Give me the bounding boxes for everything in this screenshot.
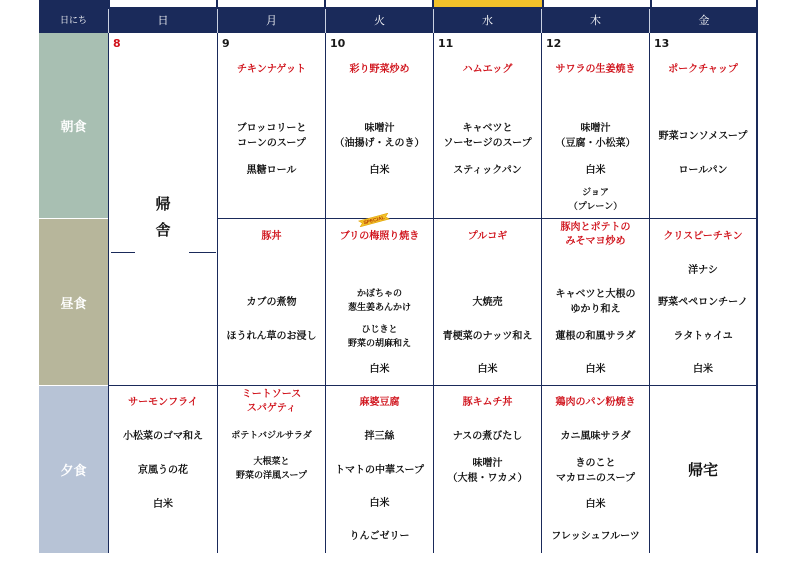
top-strip-gap <box>652 0 756 7</box>
side-dish: 京風うの花 <box>138 465 188 476</box>
main-dish: ミートソース スパゲティ <box>241 389 302 414</box>
side-dish: 拌三絲 <box>364 431 395 442</box>
side-dish: キャベツと大根の ゆかり和え <box>555 289 636 315</box>
date-thu: 12 <box>546 37 562 50</box>
side-dish: 白米 <box>369 165 390 176</box>
return-char-1: 帰 <box>155 195 171 213</box>
date-wed: 11 <box>438 37 454 50</box>
side-dish: 白米 <box>153 499 173 510</box>
top-strip-gap <box>218 0 324 7</box>
side-dish: 大根菜と 野菜の洋風スープ <box>235 457 308 481</box>
main-dish: ハムエッグ <box>462 64 513 75</box>
side-dish: 白米 <box>585 364 606 375</box>
side-dish: 味噌汁 （大根・ワカメ） <box>447 458 528 484</box>
mon-lunch-cell <box>217 219 325 386</box>
tue-dinner-cell <box>325 386 433 553</box>
wed-dinner-cell <box>433 386 541 553</box>
lunch-label: 昼食 <box>39 219 108 386</box>
date-tue: 10 <box>330 37 346 50</box>
side-dish: 野菜コンソメスープ <box>658 131 748 142</box>
main-dish: ポークチャップ <box>668 64 738 75</box>
weekday-thu: 木 <box>541 9 649 33</box>
sunday-return-cell <box>108 33 217 386</box>
special-badge <box>357 213 391 227</box>
date-fri: 13 <box>654 37 670 50</box>
date-mon: 9 <box>222 37 230 50</box>
fri-breakfast-cell <box>649 33 758 219</box>
weekday-fri: 金 <box>649 9 758 33</box>
wed-lunch-cell <box>433 219 541 386</box>
side-dish: ひじきと 野菜の胡麻和え <box>347 325 411 349</box>
fri-dinner-cell <box>649 386 758 553</box>
side-dish: ポテトバジルサラダ <box>231 431 312 441</box>
side-dish: 大焼売 <box>472 297 503 308</box>
side-dish: ジョア （プレーン） <box>568 188 623 212</box>
side-dish: 白米 <box>585 499 606 510</box>
side-dish: 白米 <box>369 364 390 375</box>
main-dish: 豚肉とポテトの みそマヨ炒め <box>560 222 631 247</box>
weekday-wed: 水 <box>433 9 541 33</box>
side-dish: きのこと マカロニのスープ <box>556 458 635 484</box>
main-dish: 豚キムチ丼 <box>462 397 513 408</box>
return-char-2: 舎 <box>155 221 171 239</box>
side-dish: 青梗菜のナッツ和え <box>442 331 533 342</box>
side-dish: ほうれん草のお浸し <box>226 331 317 342</box>
main-dish: チキンナゲット <box>236 64 307 75</box>
main-dish: ブリの梅照り焼き <box>339 231 420 242</box>
dinner-label: 夕食 <box>39 386 108 553</box>
main-dish: 鶏肉のパン粉焼き <box>555 397 636 408</box>
side-dish: 小松菜のゴマ和え <box>123 431 203 442</box>
weekday-sun: 日 <box>108 9 217 33</box>
side-dish: ラタトゥイユ <box>673 331 733 342</box>
side-dish: ロールパン <box>678 165 728 176</box>
side-dish: かぼちゃの 葱生姜あんかけ <box>347 289 411 313</box>
side-dish: カブの煮物 <box>246 297 297 308</box>
main-dish: サワラの生姜焼き <box>555 64 636 75</box>
side-dish: ナスの煮びたし <box>452 431 523 442</box>
menu-table <box>39 0 758 553</box>
main-dish: プルコギ <box>467 231 508 242</box>
thu-dinner-cell <box>541 386 649 553</box>
return-home-text: 帰宅 <box>687 461 718 479</box>
thu-breakfast-cell <box>541 33 649 219</box>
side-dish: 白米 <box>693 364 713 375</box>
divider-right <box>189 252 216 253</box>
side-dish: 洋ナシ <box>688 265 718 276</box>
side-dish: りんごゼリー <box>349 531 410 542</box>
top-strip-gap <box>110 0 216 7</box>
top-strip <box>39 0 758 9</box>
special-badge-text: SPECIAL <box>362 214 386 227</box>
main-dish: サーモンフライ <box>128 397 198 408</box>
corner-label: 日にち <box>59 16 87 26</box>
side-dish: 白米 <box>369 498 390 509</box>
side-dish: 蓮根の和風サラダ <box>555 331 636 342</box>
date-sun: 8 <box>113 37 121 50</box>
side-dish: フレッシュフルーツ <box>551 531 640 542</box>
side-dish: ブロッコリーと コーンのスープ <box>236 123 307 149</box>
tue-breakfast-cell <box>325 33 433 219</box>
main-dish: 麻婆豆腐 <box>359 397 400 408</box>
side-dish: 黒糖ロール <box>246 165 297 176</box>
top-strip-gap <box>544 0 650 7</box>
mon-breakfast-cell <box>217 33 325 219</box>
side-dish: 白米 <box>477 364 498 375</box>
side-dish: 野菜ペペロンチーノ <box>658 297 748 308</box>
top-strip-gap <box>326 0 432 7</box>
side-dish: キャベツと ソーセージのスープ <box>443 123 532 149</box>
side-dish: 味噌汁 （油揚げ・えのき） <box>334 123 425 149</box>
side-dish: 味噌汁 （豆腐・小松菜） <box>555 123 636 149</box>
thu-lunch-cell <box>541 219 649 386</box>
divider-left <box>111 252 135 253</box>
weekday-mon: 月 <box>217 9 325 33</box>
tue-lunch-cell <box>325 219 433 386</box>
header-row <box>39 9 758 33</box>
side-dish: カニ風味サラダ <box>560 431 631 442</box>
main-dish: クリスピーチキン <box>663 231 743 242</box>
mon-dinner-cell <box>217 386 325 553</box>
wed-breakfast-cell <box>433 33 541 219</box>
top-strip-highlight <box>434 0 542 7</box>
side-dish: トマトの中華スープ <box>335 465 424 476</box>
sunday-dinner-cell <box>108 386 217 553</box>
side-dish: スティックパン <box>453 165 522 176</box>
fri-lunch-cell <box>649 219 758 386</box>
main-dish: 彩り野菜炒め <box>349 64 410 75</box>
weekday-tue: 火 <box>325 9 433 33</box>
side-dish: 白米 <box>585 165 606 176</box>
breakfast-label: 朝食 <box>39 33 108 219</box>
main-dish: 豚丼 <box>261 231 282 242</box>
